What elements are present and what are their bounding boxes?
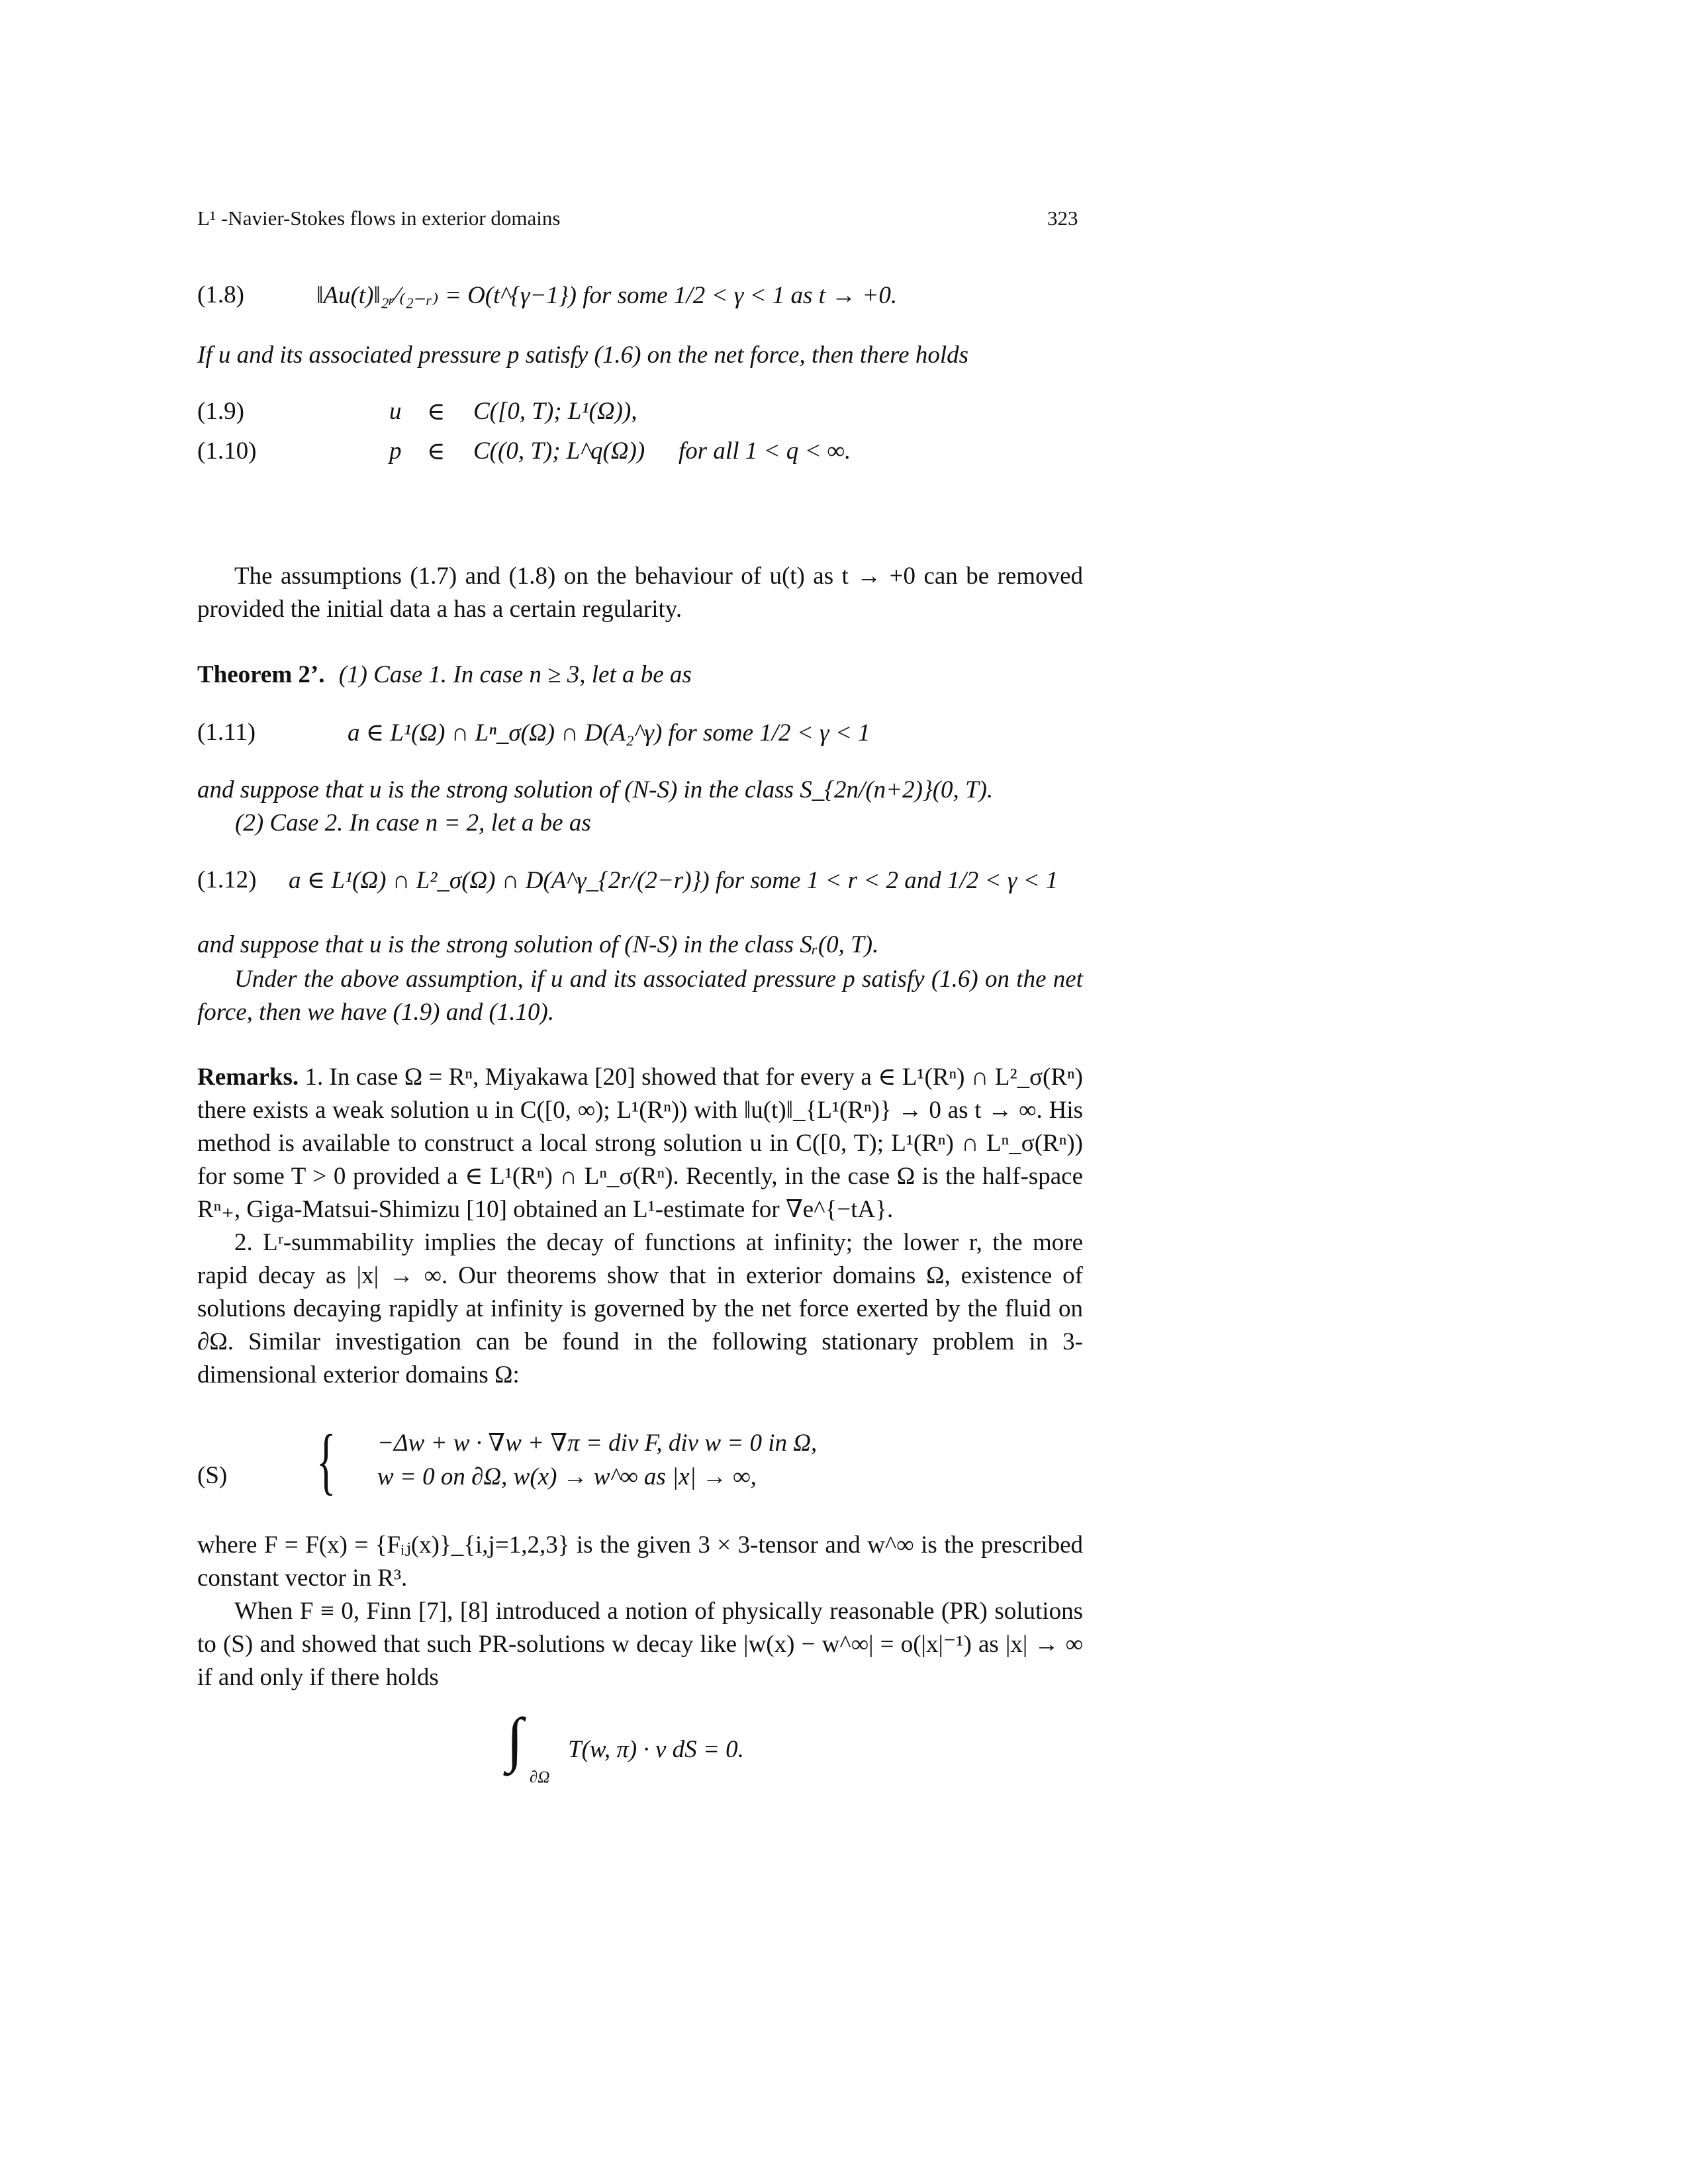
equation-1-9-lhs: u [389, 398, 402, 425]
theorem-case-1-suppose: and suppose that u is the strong solution of (N-S) in the class S_{2n/(n+2)}(0, T). [197, 776, 994, 803]
equation-1-8: ‖Au(t)‖₂ᵣ⁄₍₂₋ᵣ₎ = O(t^{γ−1}) for some 1/2 < γ < 1 as t → +0. [316, 282, 898, 309]
equation-1-10-lhs: p [389, 437, 402, 465]
equation-label-1-11: (1.11) [197, 719, 256, 746]
paragraph-assumptions [197, 560, 1083, 626]
theorem-block [197, 660, 692, 689]
theorem-conclusion [197, 963, 1083, 1029]
paragraph-assumptions-text: The assumptions (1.7) and (1.8) on the behaviour of u(t) as t → +0 can be removed provided the initial data a has a certain regularity. [197, 563, 1083, 623]
integral-domain: ∂Ω [530, 1768, 550, 1786]
theorem-case-2-suppose: and suppose that u is the strong solution of (N-S) in the class Sᵣ(0, T). [197, 931, 879, 958]
system-line-1: −Δw + w · ∇w + ∇π = div F, div w = 0 in Ω, [377, 1430, 818, 1457]
paragraph-where-text: where F = F(x) = {Fᵢⱼ(x)}_{i,j=1,2,3} is the given 3 × 3-tensor and w^∞ is the prescribed constant vector in R³. [197, 1531, 1083, 1592]
equation-label-1-10: (1.10) [197, 437, 257, 465]
system-label: (S) [197, 1462, 228, 1489]
intro-line: If u and its associated pressure p satisfy (1.6) on the net force, then there holds [197, 341, 968, 369]
equation-1-11: a ∈ L¹(Ω) ∩ Lⁿ_σ(Ω) ∩ D(A₂^γ) for some 1/2 < γ < 1 [348, 719, 870, 747]
equation-label-1-12: (1.12) [197, 866, 257, 893]
final-equation: T(w, π) · ν dS = 0. [568, 1736, 744, 1763]
equation-1-10-rhs: C((0, T); L^q(Ω)) [473, 437, 645, 465]
system-line-2: w = 0 on ∂Ω, w(x) → w^∞ as |x| → ∞, [377, 1463, 757, 1490]
page-number: 323 [1047, 206, 1078, 230]
equation-label-1-9: (1.9) [197, 398, 244, 425]
remarks-heading: Remarks. [197, 1064, 299, 1091]
equation-1-9-rel: ∈ [427, 398, 445, 426]
theorem-conclusion-text: Under the above assumption, if u and its associated pressure p satisfy (1.6) on the net force, then we have (1.9) and (1.10). [197, 966, 1083, 1026]
remark-2: 2. Lʳ-summability implies the decay of functions at infinity; the lower r, the more rapid decay as |x| → ∞. Our theorems show that in exterior domains Ω, existence of solutions decaying rapidly at infinity is governed by the net force exerted by the fluid on ∂Ω. Similar investigation can be found in the following stationary problem in 3-dimensional exterior domains Ω: [197, 1229, 1083, 1388]
running-title: L¹ -Navier-Stokes flows in exterior domains [197, 206, 561, 230]
remark-1-text: 1. In case Ω = Rⁿ, Miyakawa [20] showed that for every a ∈ L¹(Rⁿ) ∩ L²_σ(Rⁿ) there exists a weak solution u in C([0, ∞); L¹(Rⁿ)) with ‖u(t)‖_{L¹(Rⁿ)} → 0 as t → ∞. His method is available to construct a local strong solution u in C([0, T); L¹(Rⁿ) ∩ Lⁿ_σ(Rⁿ)) for some T > 0 provided a ∈ L¹(Rⁿ) ∩ Lⁿ_σ(Rⁿ). Recently, in the case Ω is the half-space Rⁿ₊, Giga-Matsui-Shimizu [10] obtained an L¹-estimate for ∇e^{−tA}. [197, 1064, 1084, 1223]
system-brace: { [316, 1420, 336, 1502]
equation-1-10-rel: ∈ [427, 438, 445, 465]
equation-label-1-8: (1.8) [197, 281, 244, 308]
paragraph-finn: When F ≡ 0, Finn [7], [8] introduced a notion of physically reasonable (PR) solutions to (S) and showed that such PR-solutions w decay like |w(x) − w^∞| = o(|x|⁻¹) as |x| → ∞ if and only if there holds [197, 1598, 1083, 1691]
paragraph-where [197, 1529, 1083, 1694]
equation-1-10-condition: for all 1 < q < ∞. [679, 437, 851, 465]
remark-1 [197, 1061, 1083, 1226]
remarks-block [197, 1061, 1083, 1392]
theorem-case-1: (1) Case 1. In case n ≥ 3, let a be as [338, 661, 692, 688]
theorem-case-2: (2) Case 2. In case n = 2, let a be as [235, 809, 591, 837]
equation-1-9-rhs: C([0, T); L¹(Ω)), [473, 398, 637, 425]
theorem-heading: Theorem 2’. [197, 661, 325, 688]
integral-sign: ∫ [506, 1706, 524, 1773]
equation-1-12: a ∈ L¹(Ω) ∩ L²_σ(Ω) ∩ D(A^γ_{2r/(2−r)}) for some 1 < r < 2 and 1/2 < γ < 1 [289, 867, 1058, 894]
